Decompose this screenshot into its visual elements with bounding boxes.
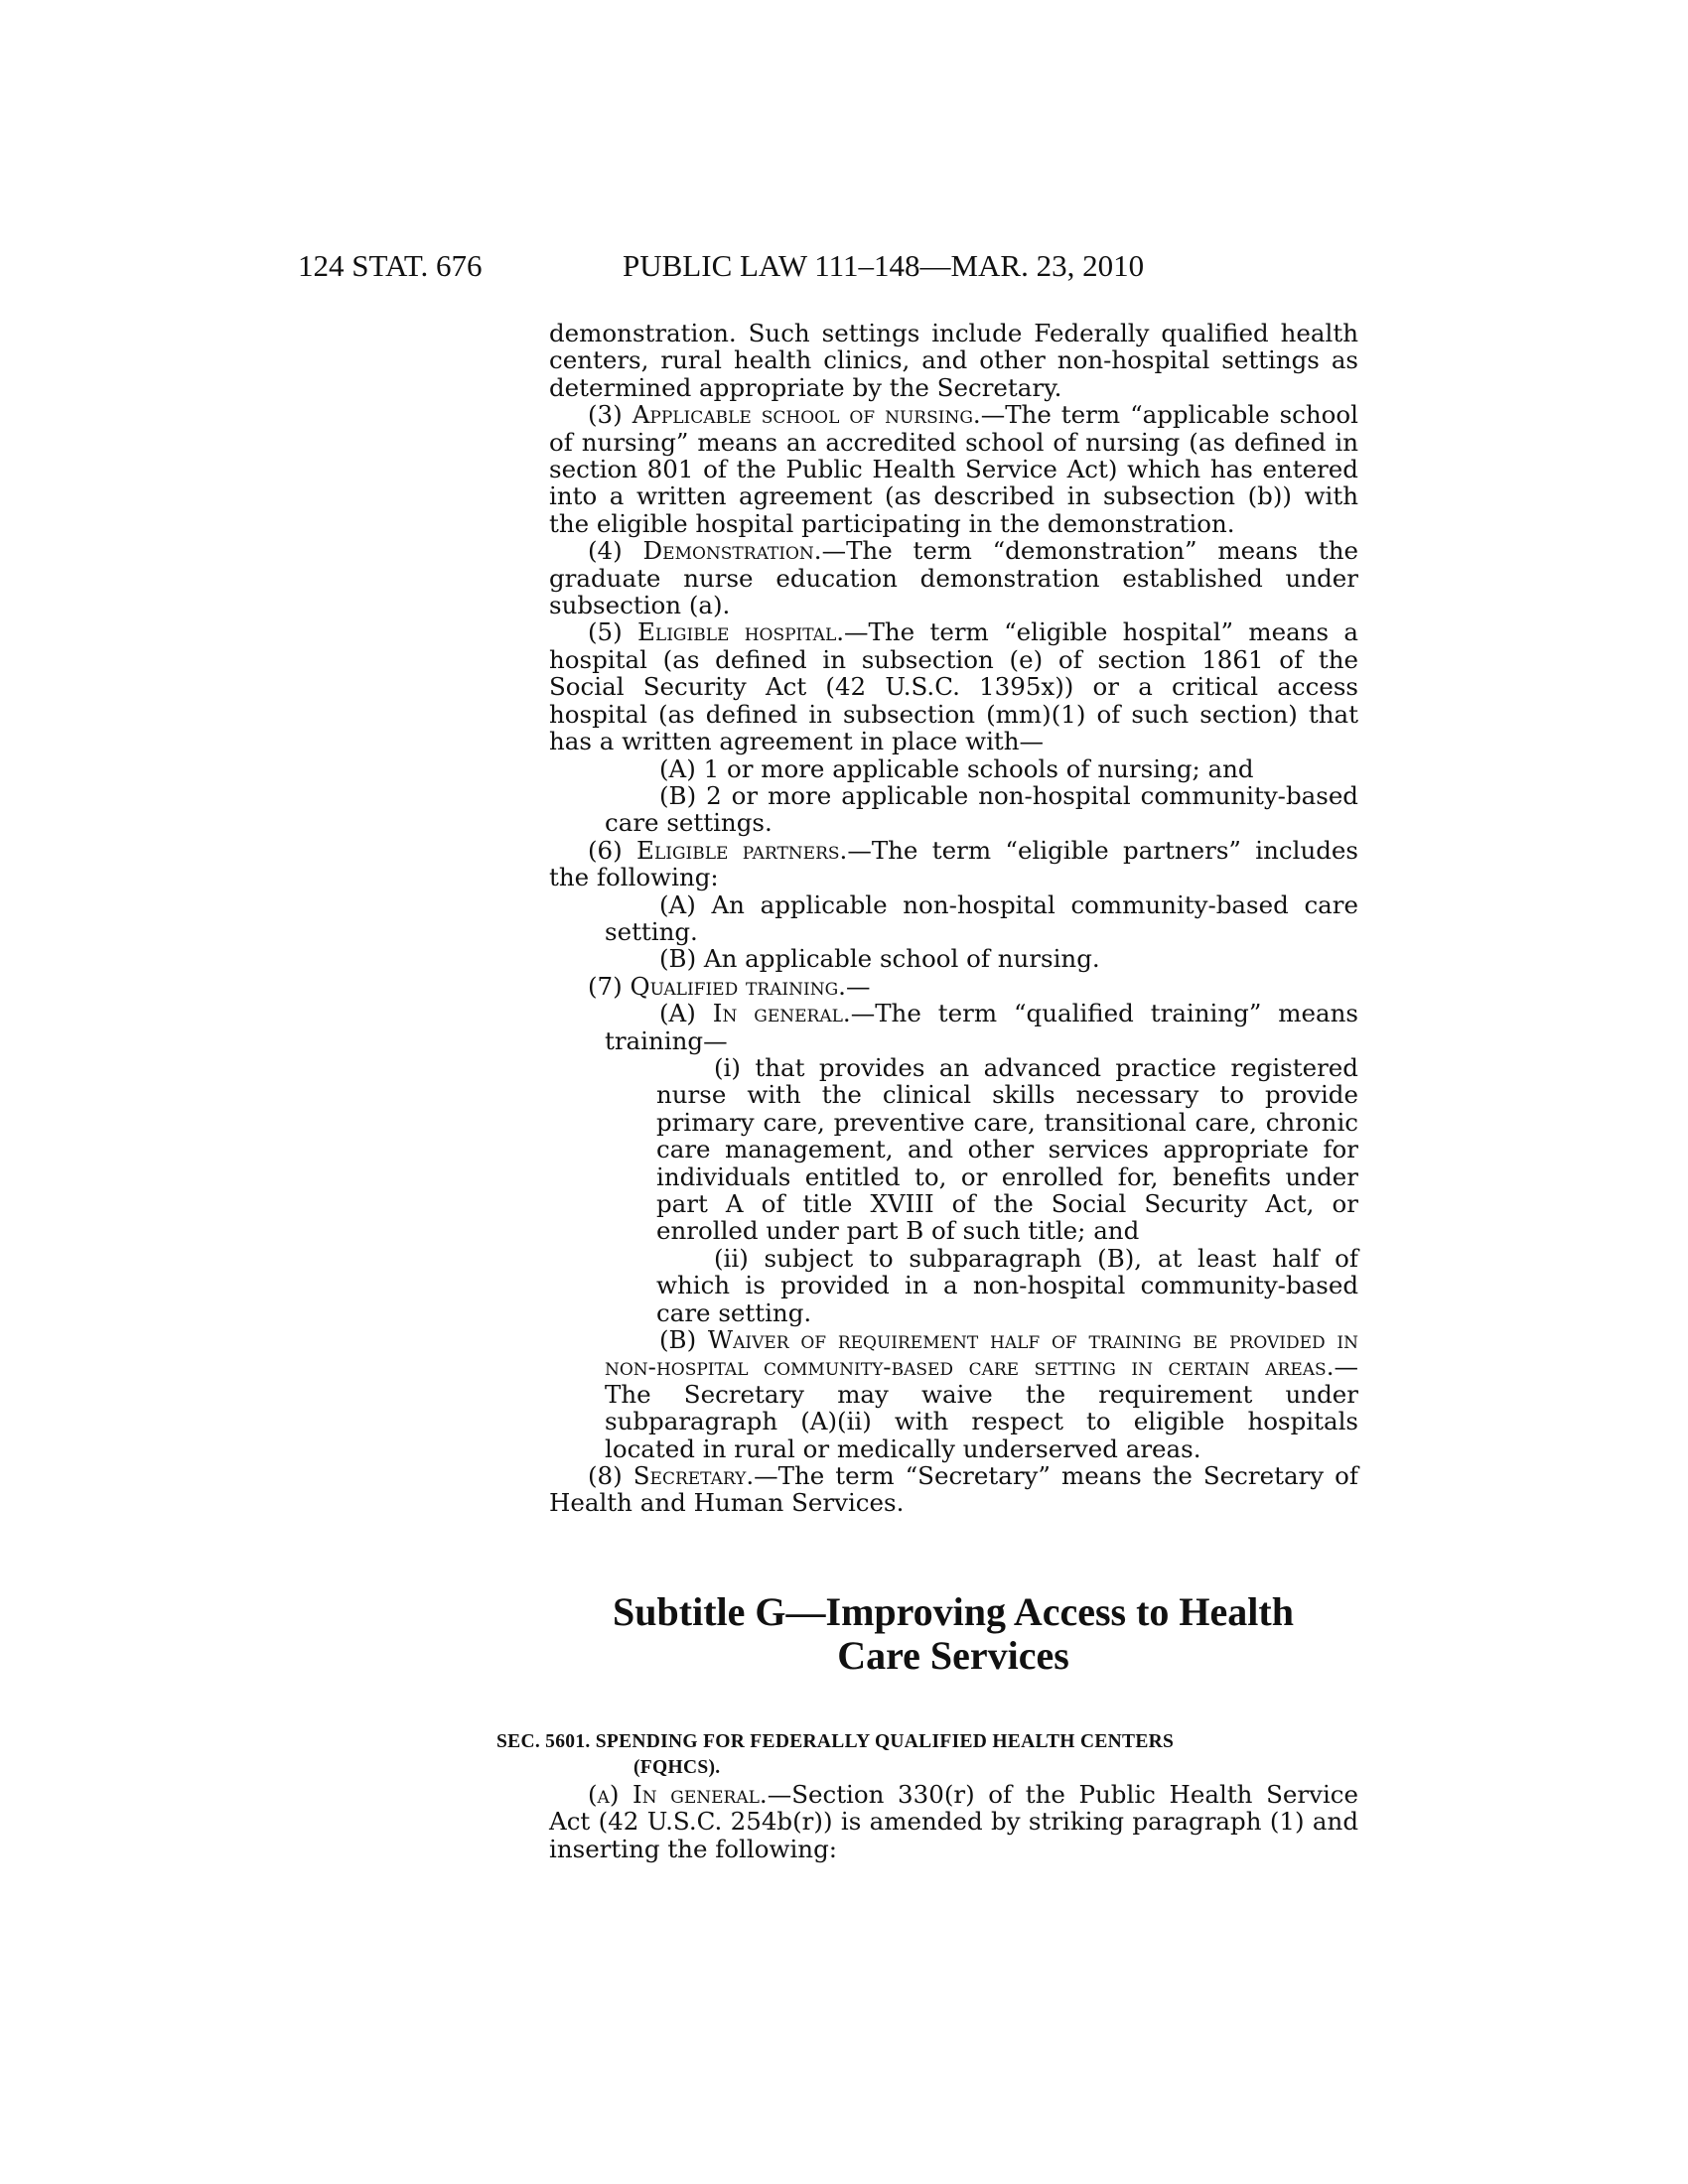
paragraph-5: (5) Eligible hospital.—The term “eligible hospital” means a hospital (as defined in subsection (e) of section 1861 of the Social Security Act (42 U.S.C. 1395x)) or a critical access hospital (as defined in subsection (mm)(1) of such section) that has a written agreement in place with— — [549, 617, 1359, 756]
statute-page-number: 124 STAT. 676 — [298, 248, 483, 283]
paragraph-continuation: demonstration. Such settings include Federally qualified health centers, rural health clinics, and other non-hospital settings as determined appropriate by the Secretary. — [549, 319, 1358, 402]
section-body — [549, 1781, 1358, 1862]
paragraph-4: (4) Demonstration.—The term “demonstration” means the graduate nurse education demonstration established under subsection (a). — [549, 536, 1358, 620]
public-law-running-head: PUBLIC LAW 111–148—MAR. 23, 2010 — [623, 248, 1145, 283]
paragraph-7a-ii: (ii) subject to subparagraph (B), at least half of which is provided in a non-hospital community-based care setting. — [656, 1243, 1358, 1327]
paragraph-6a: (A) An applicable non-hospital community-based care setting. — [605, 889, 1358, 946]
paragraph-8: (8) Secretary.—The term “Secretary” means the Secretary of Health and Human Services. — [549, 1461, 1358, 1518]
section-heading-line-2: (FQHCS). — [633, 1757, 721, 1778]
subtitle-line-1: Subtitle G—Improving Access to Health — [613, 1589, 1294, 1634]
section-paragraph-a: (a) In general.—Section 330(r) of the Public Health Service Act (42 U.S.C. 254b(r)) is amended by striking paragraph (1) and inserting the following: — [549, 1780, 1359, 1863]
section-heading — [496, 1729, 1358, 1781]
paragraph-6: (6) Eligible partners.—The term “eligible partners” includes the following: — [549, 835, 1359, 892]
paragraph-6b: (B) An applicable school of nursing. — [659, 944, 1100, 974]
paragraph-7: (7) Qualified training.— — [588, 971, 871, 1001]
body-text — [549, 320, 1358, 1517]
paragraph-5b: (B) 2 or more applicable non-hospital community-based care settings. — [605, 780, 1358, 838]
paragraph-7b: (B) Waiver of requirement half of training be provided in non-hospital community-based care setting in certain areas.—The Secretary may waive the requirement under subparagraph (A)(ii) with respect to eligible hospitals located in rural or medically underserved areas. — [605, 1325, 1358, 1463]
paragraph-5a: (A) 1 or more applicable schools of nursing; and — [659, 753, 1254, 783]
section-heading-line-1: SEC. 5601. SPENDING FOR FEDERALLY QUALIFIED HEALTH CENTERS — [496, 1731, 1175, 1752]
paragraph-7a-i: (i) that provides an advanced practice registered nurse with the clinical skills necessary to provide primary care, preventive care, transitional care, chronic care management, and other services appropriate for individuals entitled to, or enrolled for, benefits under part A of title XVIII of the Social Security Act, or enrolled under part B of such title; and — [656, 1052, 1358, 1246]
subtitle-line-2: Care Services — [837, 1633, 1069, 1678]
paragraph-3: (3) Applicable school of nursing.—The term “applicable school of nursing” means an accredited school of nursing (as defined in section 801 of the Public Health Service Act) which has entered into a written agreement (as described in subsection (b)) with the eligible hospital participating in the demonstration. — [549, 400, 1359, 538]
subtitle-heading — [516, 1590, 1390, 1678]
paragraph-7a: (A) In general.—The term “qualified training” means training— — [605, 999, 1358, 1055]
